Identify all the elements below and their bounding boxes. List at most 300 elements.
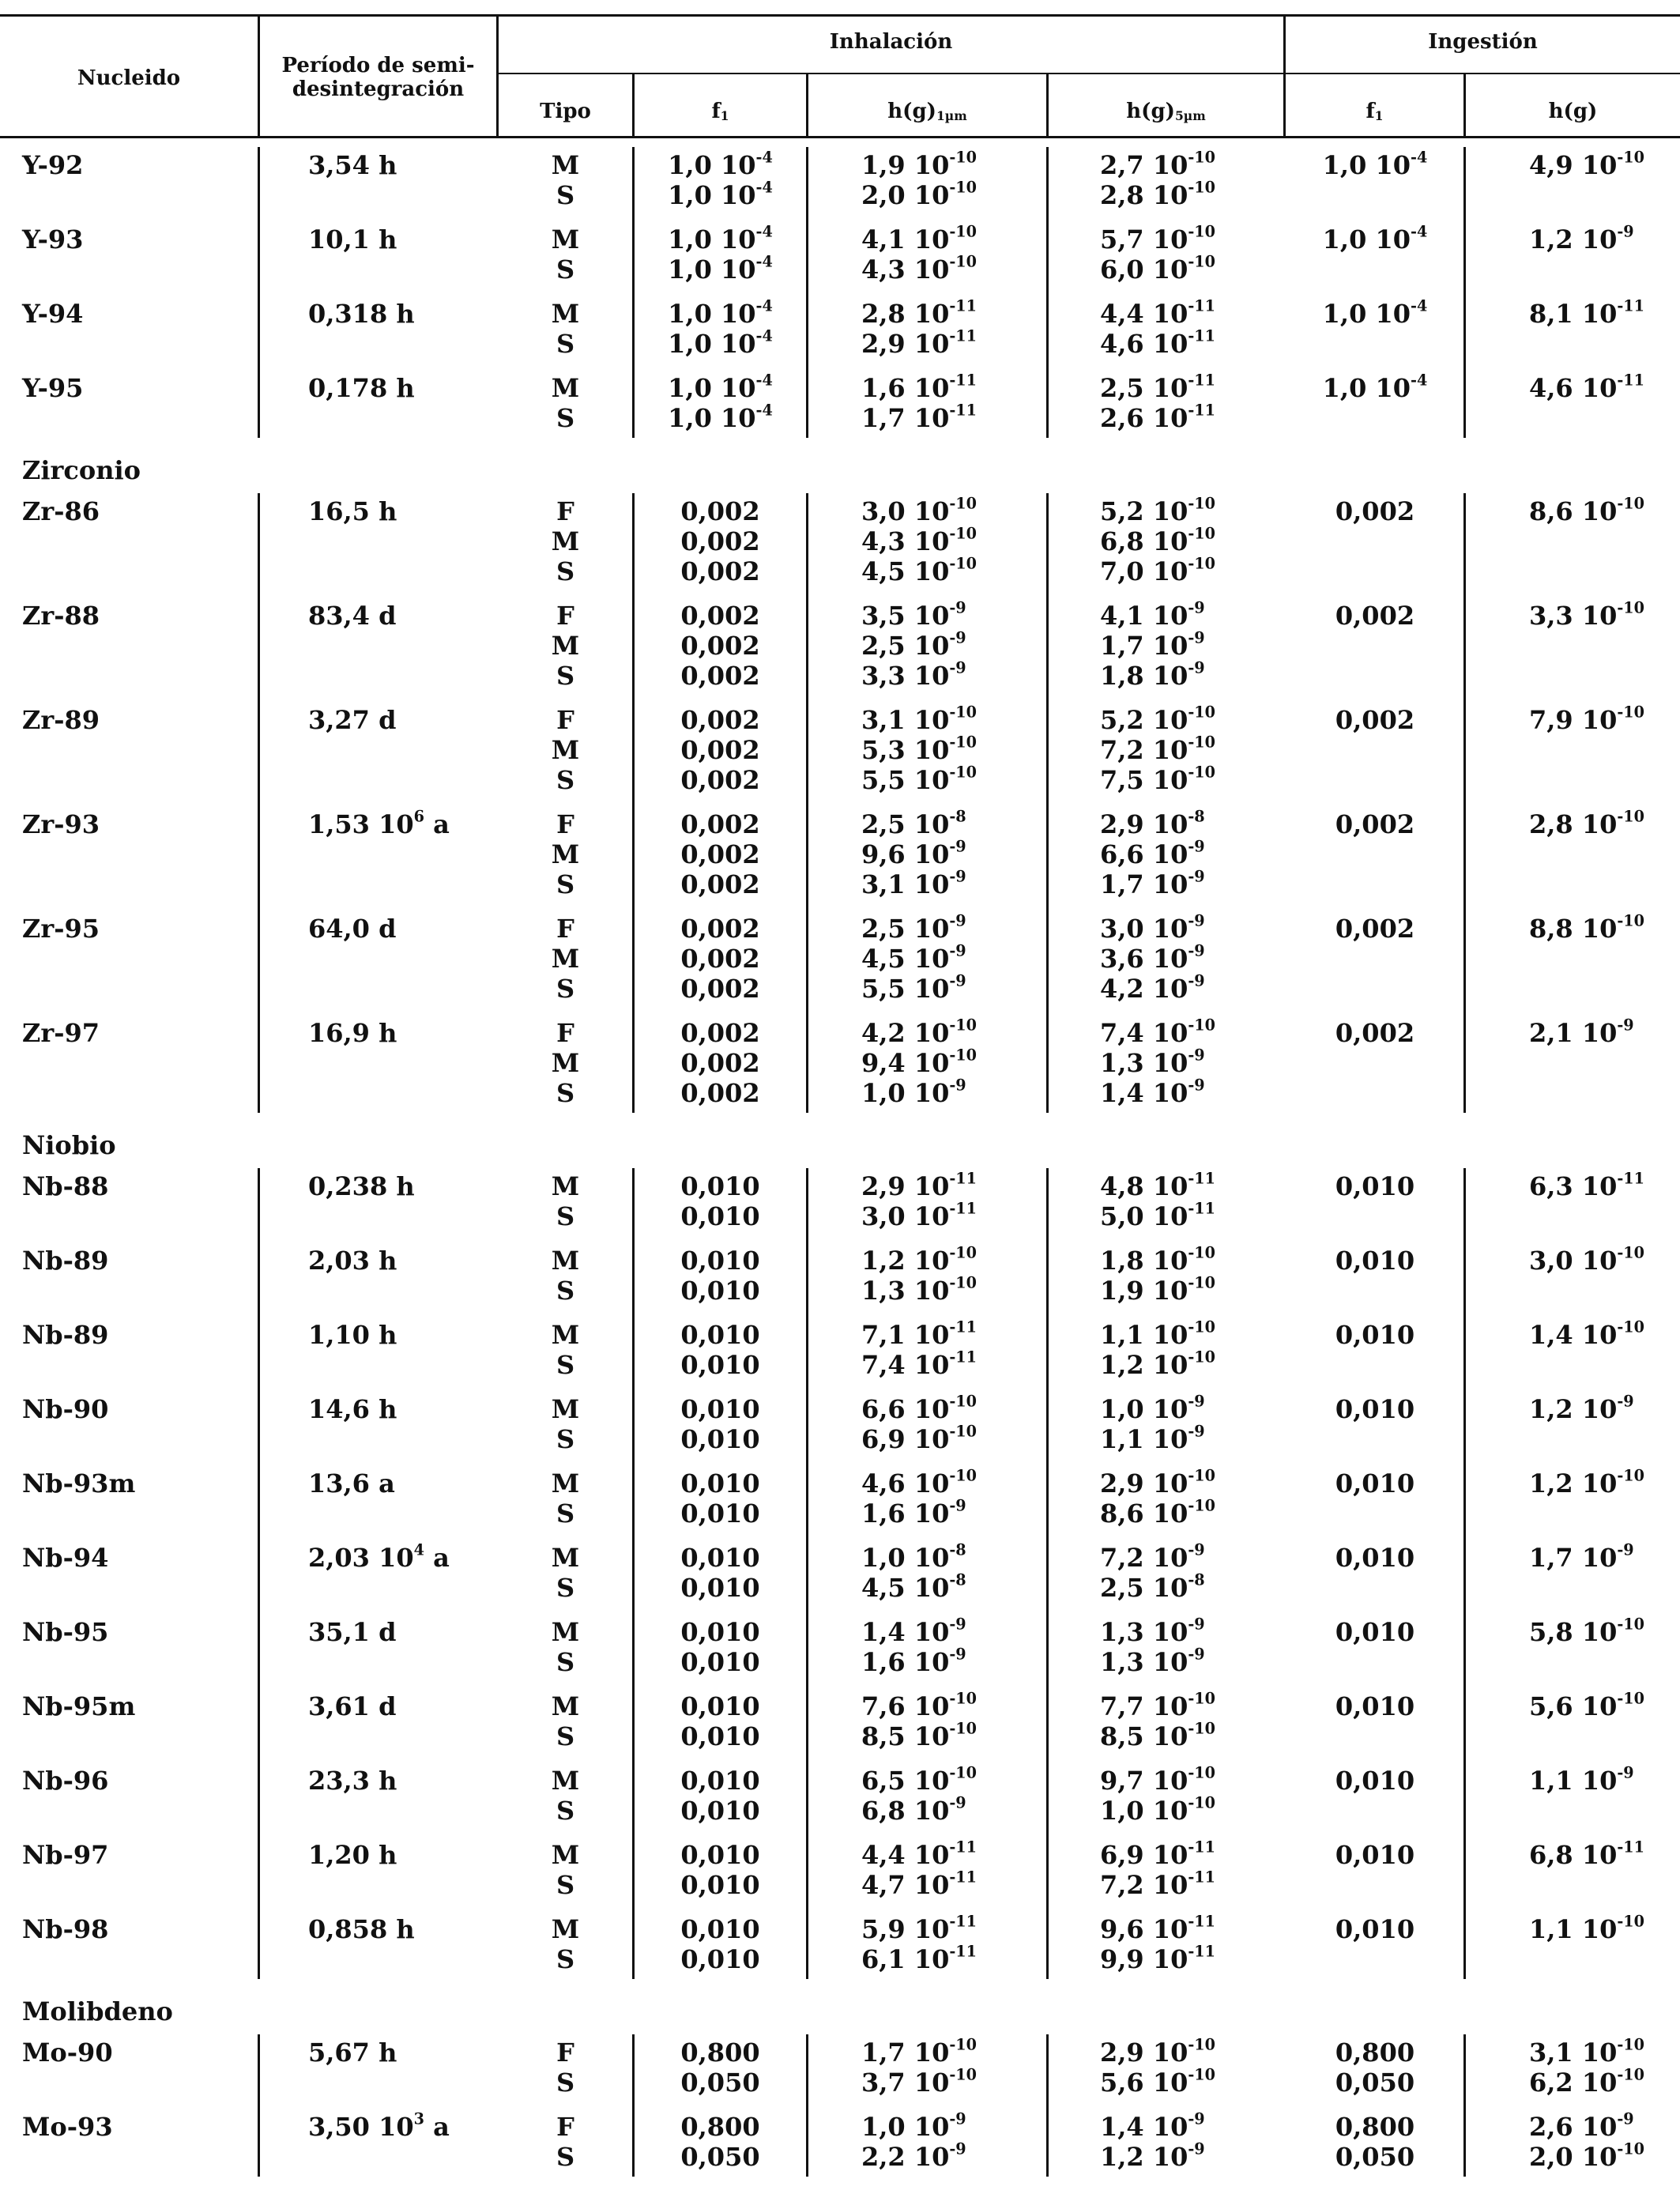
ingestion-hg-value: 1,4 $10^{-10}$ — [1529, 1318, 1645, 1350]
hg-1um-value-mantissa: 1,0 — [861, 1543, 906, 1573]
inhalation-hg-1um — [861, 224, 977, 254]
inhalation-hg-1um — [861, 556, 977, 586]
inhalation-hg-5um — [1100, 598, 1205, 631]
inhalation-hg-5um — [1100, 1468, 1215, 1498]
hg-5um-value-mantissa: 7,4 — [1100, 1018, 1144, 1048]
inhalation-hg-1um — [861, 598, 966, 631]
inhalation-f1 — [635, 631, 806, 661]
absorption-type: S — [556, 1276, 575, 1306]
inhalation-hg-5um — [1100, 150, 1215, 180]
hg-1um-value: 1,7 $10^{-10}$ — [861, 2035, 977, 2068]
hg-5um-value-mantissa: 8,5 — [1100, 1721, 1144, 1751]
column-rule — [1046, 493, 1049, 1113]
half-life — [308, 150, 397, 180]
inhalation-hg-5um — [1100, 1201, 1215, 1231]
inhalation-f1 — [635, 556, 806, 586]
ingestion-hg — [1529, 1914, 1644, 1944]
ingestion-f1-value-mantissa: 0,010 — [1335, 1394, 1415, 1424]
half-life-value: 23,3 h — [308, 1766, 397, 1796]
column-rule — [632, 493, 635, 1113]
hg-1um-value-exponent: -10 — [949, 1243, 977, 1262]
inhalation-f1-value: 1,0 $10^{-4}$ — [668, 401, 773, 433]
ingestion-f1-value — [1335, 1543, 1414, 1573]
inhalation-hg-5um — [1100, 526, 1215, 556]
ingestion-f1-value — [1335, 1171, 1414, 1201]
inhalation-f1-value — [680, 2038, 759, 2068]
hg-1um-value-mantissa: 2,5 — [861, 914, 906, 944]
half-life-value: 3,54 h — [308, 150, 397, 180]
hg-1um-value: 2,9 $10^{-11}$ — [861, 326, 977, 359]
hg-1um-value-mantissa: 1,6 — [861, 1498, 906, 1529]
ingestion-hg-value-exponent: -9 — [1617, 1763, 1634, 1782]
hg-1um-value: 2,5 $10^{-9}$ — [861, 628, 966, 661]
hg-1um-value-mantissa: 6,8 — [861, 1796, 906, 1826]
inhalation-f1-value-mantissa: 0,002 — [680, 556, 760, 586]
ingestion-hg — [1529, 1763, 1634, 1796]
hg-1um-value: 5,5 $10^{-10}$ — [861, 763, 977, 795]
ingestion-hg-value: 2,0 $10^{-10}$ — [1529, 2139, 1645, 2172]
inhalation-f1-value-exponent: -4 — [755, 326, 773, 345]
inhalation-f1-value — [680, 631, 759, 661]
header-inh-hg5-sub: 5µm — [1174, 108, 1206, 124]
ingestion-hg — [1529, 1243, 1645, 1276]
hg-5um-value-mantissa: 1,8 — [1100, 661, 1144, 691]
hg-5um-value-mantissa: 9,9 — [1100, 1944, 1144, 1974]
ingestion-f1 — [1304, 296, 1446, 329]
hg-5um-value-mantissa: 4,4 — [1100, 299, 1144, 329]
hg-5um-value: 1,3 $10^{-9}$ — [1100, 1046, 1205, 1078]
inhalation-hg-1um — [861, 1647, 966, 1677]
inhalation-f1-value — [680, 1018, 759, 1048]
ingestion-hg-value: 1,2 $10^{-9}$ — [1529, 1392, 1634, 1424]
nuclide-name: Y-93 — [22, 224, 84, 254]
inhalation-f1-value-mantissa: 0,002 — [680, 944, 760, 974]
hg-5um-value: 7,7 $10^{-10}$ — [1100, 1689, 1216, 1721]
hg-5um-value-exponent: -9 — [1188, 658, 1205, 677]
ingestion-hg-value: 8,8 $10^{-10}$ — [1529, 911, 1645, 944]
hg-5um-value: 9,6 $10^{-11}$ — [1100, 1912, 1216, 1944]
hg-1um-value: 1,2 $10^{-10}$ — [861, 1243, 977, 1276]
hg-5um-value: 2,7 $10^{-10}$ — [1100, 148, 1216, 180]
inhalation-hg-1um — [861, 2035, 977, 2068]
ingestion-f1 — [1304, 1320, 1446, 1350]
ingestion-hg-value-exponent: -10 — [1617, 598, 1645, 617]
hg-5um-value-exponent: -10 — [1188, 703, 1216, 722]
ingestion-hg-value-mantissa: 3,0 — [1529, 1246, 1573, 1276]
ingestion-hg-value: 1,2 $10^{-9}$ — [1529, 222, 1634, 254]
inhalation-f1-value-mantissa: 0,002 — [680, 705, 760, 735]
ingestion-f1 — [1304, 224, 1446, 254]
absorption-type: S — [556, 403, 575, 433]
hg-1um-value-exponent: -10 — [949, 2035, 977, 2054]
ingestion-hg — [1529, 496, 1644, 526]
ingestion-hg-value-mantissa: 2,8 — [1529, 809, 1573, 839]
inhalation-f1-value-mantissa: 0,002 — [680, 1018, 760, 1048]
hg-1um-value-exponent: -8 — [949, 807, 966, 826]
hg-5um-value-mantissa: 7,5 — [1100, 765, 1144, 795]
header-inh-hg5-base: h(g) — [1126, 100, 1175, 123]
inhalation-hg-1um — [861, 1617, 966, 1647]
absorption-type: S — [556, 556, 575, 586]
inhalation-f1 — [635, 1350, 806, 1380]
nuclide-name: Nb-98 — [22, 1914, 109, 1944]
hg-1um-value-exponent: -11 — [949, 1942, 977, 1961]
ingestion-hg-value-exponent: -10 — [1617, 1912, 1645, 1931]
half-life — [308, 1617, 396, 1647]
hg-5um-value: 4,8 $10^{-11}$ — [1100, 1169, 1216, 1201]
ingestion-f1-value-mantissa: 1,0 — [1322, 299, 1367, 329]
inhalation-f1-value — [680, 1048, 759, 1078]
ingestion-f1 — [1304, 809, 1446, 839]
half-life-value: 14,6 h — [308, 1394, 397, 1424]
hg-5um-value-mantissa: 4,6 — [1100, 329, 1144, 359]
hg-5um-value-exponent: -10 — [1188, 1466, 1216, 1485]
ingestion-hg-value: 1,1 $10^{-9}$ — [1529, 1763, 1634, 1796]
ingestion-hg-value-mantissa: 3,1 — [1529, 2038, 1573, 2068]
inhalation-hg-5um — [1100, 765, 1215, 795]
ingestion-hg-value-exponent: -10 — [1617, 148, 1645, 167]
nuclide-name: Zr-93 — [22, 809, 100, 839]
header-ingestion: Ingestión — [1428, 30, 1538, 54]
hg-5um-value-exponent: -9 — [1188, 867, 1205, 886]
absorption-type: M — [551, 1543, 580, 1573]
inhalation-hg-5um — [1100, 2035, 1216, 2068]
hg-5um-value-exponent: -10 — [1188, 2035, 1216, 2054]
column-rule — [632, 147, 635, 438]
hg-1um-value: 4,7 $10^{-11}$ — [861, 1868, 977, 1900]
hg-1um-value-mantissa: 4,5 — [861, 1573, 906, 1603]
inhalation-f1-value-mantissa: 0,010 — [680, 1870, 760, 1900]
hg-1um-value-mantissa: 4,5 — [861, 944, 906, 974]
inhalation-hg-1um — [861, 150, 977, 180]
hg-5um-value-mantissa: 1,1 — [1100, 1424, 1144, 1454]
half-life — [308, 1914, 415, 1944]
inhalation-f1-value — [680, 1078, 759, 1108]
half-life — [308, 224, 397, 254]
hg-1um-value-mantissa: 3,7 — [861, 2068, 906, 2098]
column-rule — [632, 2034, 635, 2177]
inhalation-hg-1um — [861, 628, 966, 661]
hg-1um-value-exponent: -9 — [949, 658, 966, 677]
hg-1um-value-exponent: -10 — [949, 763, 977, 782]
absorption-type: M — [551, 1468, 580, 1498]
ingestion-f1-value — [1335, 601, 1414, 631]
inhalation-f1 — [635, 2142, 806, 2172]
inhalation-f1-value — [680, 1320, 759, 1350]
half-life — [308, 705, 396, 735]
inhalation-f1 — [635, 1171, 806, 1201]
hg-1um-value-exponent: -11 — [949, 1912, 977, 1931]
inhalation-f1-value-mantissa: 0,050 — [680, 2068, 760, 2098]
inhalation-f1 — [635, 1914, 806, 1944]
ingestion-f1-value — [1335, 2038, 1414, 2068]
inhalation-hg-1um — [861, 1018, 977, 1048]
inhalation-f1 — [635, 705, 806, 735]
ingestion-f1 — [1304, 496, 1446, 526]
inhalation-f1-value-exponent: -4 — [755, 296, 773, 315]
hg-5um-value: 5,2 $10^{-10}$ — [1100, 494, 1216, 526]
ingestion-f1-value-mantissa: 0,010 — [1335, 1171, 1415, 1201]
inhalation-f1 — [635, 296, 806, 329]
absorption-type: S — [556, 1078, 575, 1108]
hg-1um-value-mantissa: 4,3 — [861, 526, 906, 556]
ingestion-hg-value-mantissa: 1,2 — [1529, 1468, 1573, 1498]
ingestion-hg-value-mantissa: 1,2 — [1529, 1394, 1573, 1424]
hg-1um-value: 4,5 $10^{-9}$ — [861, 941, 966, 974]
hg-5um-value: 1,3 $10^{-9}$ — [1100, 1645, 1205, 1677]
half-life — [308, 496, 397, 526]
inhalation-hg-1um — [861, 765, 977, 795]
ingestion-hg — [1529, 809, 1644, 839]
inhalation-f1 — [635, 496, 806, 526]
ingestion-hg-value-mantissa: 6,3 — [1529, 1171, 1573, 1201]
ingestion-f1-value — [1335, 1018, 1414, 1048]
hg-5um-value: 7,2 $10^{-10}$ — [1100, 733, 1216, 765]
hg-1um-value-mantissa: 1,7 — [861, 403, 906, 433]
ingestion-hg-value: 8,1 $10^{-11}$ — [1529, 296, 1645, 329]
group-heading: Niobio — [22, 1130, 116, 1160]
inhalation-hg-5um — [1100, 1320, 1215, 1350]
ingestion-hg-value-mantissa: 1,7 — [1529, 1543, 1573, 1573]
inhalation-f1-value-mantissa: 0,002 — [680, 1078, 760, 1108]
half-life — [308, 299, 415, 329]
ingestion-f1-value-exponent: -4 — [1411, 148, 1428, 167]
inhalation-f1 — [635, 224, 806, 254]
hg-1um-value: 7,1 $10^{-11}$ — [861, 1318, 977, 1350]
hg-5um-value: 7,2 $10^{-11}$ — [1100, 1868, 1216, 1900]
ingestion-f1-value — [1335, 1468, 1414, 1498]
half-life-value: 0,238 h — [308, 1171, 415, 1201]
ingestion-f1 — [1304, 2068, 1446, 2098]
hg-1um-value-mantissa: 2,9 — [861, 1171, 906, 1201]
nuclide-name: Zr-89 — [22, 705, 100, 735]
inhalation-hg-1um — [861, 1394, 977, 1424]
half-life — [308, 1246, 397, 1276]
hg-1um-value-exponent: -10 — [949, 703, 977, 722]
half-life — [308, 1840, 397, 1870]
hg-1um-value-mantissa: 4,3 — [861, 254, 906, 285]
inhalation-hg-5um — [1100, 658, 1205, 691]
hg-1um-value: 4,4 $10^{-11}$ — [861, 1838, 977, 1870]
half-life-value: 2,03 10 — [308, 1543, 414, 1573]
inhalation-hg-5um — [1100, 556, 1215, 586]
ingestion-hg-value-exponent: -11 — [1617, 1169, 1645, 1188]
ingestion-hg — [1529, 2139, 1645, 2172]
ingestion-hg-value-mantissa: 5,8 — [1529, 1617, 1573, 1647]
ingestion-f1-value-mantissa: 1,0 — [1322, 224, 1367, 254]
ingestion-hg-value: 5,8 $10^{-10}$ — [1529, 1615, 1645, 1647]
hg-1um-value-exponent: -8 — [949, 1540, 966, 1559]
hg-1um-value-exponent: -9 — [949, 1793, 966, 1812]
inhalation-hg-5um — [1100, 326, 1216, 359]
header-inh-f1-base: f — [711, 100, 721, 123]
absorption-type: M — [551, 735, 580, 765]
absorption-type: S — [556, 2142, 575, 2172]
hg-1um-value: 6,5 $10^{-10}$ — [861, 1763, 977, 1796]
hg-1um-value-exponent: -11 — [949, 1199, 977, 1218]
inhalation-hg-1um — [861, 1350, 977, 1380]
hg-5um-value-mantissa: 1,7 — [1100, 631, 1144, 661]
absorption-type: F — [556, 2038, 574, 2068]
inhalation-f1 — [635, 1048, 806, 1078]
hg-5um-value-mantissa: 2,6 — [1100, 403, 1144, 433]
hg-1um-value: 1,4 $10^{-9}$ — [861, 1615, 966, 1647]
column-rule — [1463, 1168, 1466, 1979]
hg-5um-value: 8,5 $10^{-10}$ — [1100, 1719, 1216, 1751]
hg-1um-value-mantissa: 1,0 — [861, 1078, 906, 1108]
hg-1um-value-mantissa: 7,1 — [861, 1320, 906, 1350]
hg-5um-value-exponent: -9 — [1188, 1422, 1205, 1441]
hg-5um-value-mantissa: 1,1 — [1100, 1320, 1144, 1350]
ingestion-hg-value-exponent: -10 — [1617, 1615, 1645, 1634]
ingestion-f1 — [1304, 1018, 1446, 1048]
inhalation-f1 — [635, 373, 806, 403]
inhalation-f1-value — [680, 1766, 759, 1796]
ingestion-f1-value-exponent: -4 — [1411, 296, 1428, 315]
hg-5um-value-mantissa: 4,8 — [1100, 1171, 1144, 1201]
hg-1um-value-mantissa: 2,5 — [861, 631, 906, 661]
ingestion-hg-value: 4,6 $10^{-11}$ — [1529, 371, 1645, 403]
absorption-type: M — [551, 373, 580, 403]
hg-1um-value: 5,9 $10^{-11}$ — [861, 1912, 977, 1944]
hg-5um-value-mantissa: 3,6 — [1100, 944, 1144, 974]
ingestion-hg — [1529, 1540, 1634, 1573]
nuclide-name: Y-94 — [22, 299, 84, 329]
inhalation-hg-1um — [861, 1763, 977, 1796]
hg-5um-value-mantissa: 9,6 — [1100, 1914, 1144, 1944]
half-life — [308, 914, 396, 944]
ingestion-f1-value: 1,0 $10^{-4}$ — [1322, 148, 1428, 180]
hg-1um-value-mantissa: 8,5 — [861, 1721, 906, 1751]
ingestion-hg-value: 3,0 $10^{-10}$ — [1529, 1243, 1645, 1276]
hg-5um-value-mantissa: 2,5 — [1100, 373, 1144, 403]
ingestion-f1-value-mantissa: 0,010 — [1335, 1914, 1415, 1944]
ingestion-f1-value — [1335, 1914, 1414, 1944]
absorption-type: S — [556, 1573, 575, 1603]
ingestion-f1 — [1304, 150, 1446, 180]
inhalation-f1-value-mantissa: 0,002 — [680, 631, 760, 661]
hg-1um-value-mantissa: 3,3 — [861, 661, 906, 691]
hg-1um-value-mantissa: 1,3 — [861, 1276, 906, 1306]
ingestion-hg — [1529, 1320, 1644, 1350]
ingestion-hg-value-mantissa: 8,6 — [1529, 496, 1573, 526]
hg-5um-value: 3,0 $10^{-9}$ — [1100, 911, 1205, 944]
hg-1um-value-exponent: -11 — [949, 1838, 977, 1857]
ingestion-f1-value — [1335, 1394, 1414, 1424]
hg-1um-value-mantissa: 3,0 — [861, 496, 906, 526]
hg-5um-value-mantissa: 7,2 — [1100, 1543, 1144, 1573]
inhalation-hg-5um — [1100, 1243, 1216, 1276]
inhalation-f1-value-mantissa: 0,050 — [680, 2142, 760, 2172]
hg-5um-value-mantissa: 6,9 — [1100, 1840, 1144, 1870]
ingestion-hg — [1529, 1018, 1634, 1048]
hg-5um-value-exponent: -9 — [1188, 598, 1205, 617]
half-life-value: 83,4 d — [308, 601, 397, 631]
ingestion-hg-value: 2,1 $10^{-9}$ — [1529, 1016, 1634, 1048]
hg-5um-value-exponent: -11 — [1188, 1868, 1216, 1887]
absorption-type: F — [556, 601, 574, 631]
hg-1um-value-mantissa: 7,6 — [861, 1691, 906, 1721]
hg-1um-value-mantissa: 1,6 — [861, 1647, 906, 1677]
nuclide-name: Y-95 — [22, 373, 84, 403]
inhalation-f1-value-mantissa: 0,002 — [680, 526, 760, 556]
hg-5um-value-mantissa: 7,2 — [1100, 735, 1144, 765]
ingestion-hg-value-exponent: -10 — [1617, 1689, 1645, 1708]
ingestion-f1-value-mantissa: 0,010 — [1335, 1543, 1415, 1573]
absorption-type: M — [551, 299, 580, 329]
inhalation-f1-value — [680, 1870, 759, 1900]
inhalation-f1-value-mantissa: 0,010 — [680, 1171, 760, 1201]
nuclide-name: Mo-90 — [22, 2038, 113, 2068]
inhalation-f1-value — [680, 1543, 759, 1573]
inhalation-f1-value: 1,0 $10^{-4}$ — [668, 296, 773, 329]
ingestion-f1-value-mantissa: 0,050 — [1335, 2068, 1415, 2098]
absorption-type: F — [556, 914, 574, 944]
hg-1um-value: 3,3 $10^{-9}$ — [861, 658, 966, 691]
ingestion-f1 — [1304, 914, 1446, 944]
ingestion-f1-value — [1335, 1617, 1414, 1647]
nuclide-name: Zr-86 — [22, 496, 100, 526]
inhalation-f1-value-mantissa: 0,010 — [680, 1573, 760, 1603]
hg-5um-value-exponent: -10 — [1188, 1348, 1216, 1367]
ingestion-hg-value-mantissa: 1,2 — [1529, 224, 1573, 254]
nuclide-name: Nb-93m — [22, 1468, 136, 1498]
hg-5um-value-exponent: -9 — [1188, 1392, 1205, 1411]
hg-5um-value-mantissa: 1,4 — [1100, 1078, 1144, 1108]
column-rule — [1046, 2034, 1049, 2177]
hg-5um-value-mantissa: 5,2 — [1100, 705, 1144, 735]
inhalation-f1-value-mantissa: 0,800 — [680, 2112, 760, 2142]
hg-5um-value: 6,9 $10^{-11}$ — [1100, 1838, 1216, 1870]
absorption-type: F — [556, 1018, 574, 1048]
inhalation-f1-value-mantissa: 0,002 — [680, 974, 760, 1004]
nuclide-name: Nb-90 — [22, 1394, 109, 1424]
hg-5um-value-exponent: -10 — [1188, 148, 1216, 167]
hg-1um-value-mantissa: 1,6 — [861, 373, 906, 403]
ingestion-f1-value — [1335, 2112, 1414, 2142]
column-rule — [258, 2034, 260, 2177]
hg-5um-value-exponent: -10 — [1188, 524, 1216, 543]
hg-5um-value-exponent: -9 — [1188, 1046, 1205, 1065]
inhalation-f1-value — [680, 1201, 759, 1231]
ingestion-f1-value-mantissa: 0,010 — [1335, 1766, 1415, 1796]
hg-1um-value: 2,9 $10^{-11}$ — [861, 1169, 977, 1201]
inhalation-hg-1um — [861, 180, 977, 210]
inhalation-hg-5um — [1100, 296, 1216, 329]
hg-5um-value-mantissa: 1,2 — [1100, 1350, 1144, 1380]
inhalation-f1 — [635, 2038, 806, 2068]
inhalation-hg-1um — [861, 1171, 977, 1201]
hg-1um-value-exponent: -10 — [949, 148, 977, 167]
hg-1um-value-mantissa: 4,7 — [861, 1870, 906, 1900]
hg-1um-value: 1,3 $10^{-10}$ — [861, 1273, 977, 1306]
inhalation-hg-5um — [1100, 1048, 1205, 1078]
hg-1um-value: 3,1 $10^{-10}$ — [861, 703, 977, 735]
absorption-type: S — [556, 329, 575, 359]
hg-1um-value-mantissa: 6,1 — [861, 1944, 906, 1974]
hg-1um-value: 6,9 $10^{-10}$ — [861, 1422, 977, 1454]
absorption-type: M — [551, 150, 580, 180]
hg-1um-value-exponent: -9 — [949, 911, 966, 930]
hg-1um-value-exponent: -8 — [949, 1570, 966, 1589]
inhalation-f1-value — [680, 1468, 759, 1498]
ingestion-f1 — [1304, 1543, 1446, 1573]
hg-1um-value-mantissa: 2,9 — [861, 329, 906, 359]
hg-5um-value-exponent: -11 — [1188, 1942, 1216, 1961]
ingestion-hg-value-exponent: -10 — [1617, 494, 1645, 513]
ingestion-f1 — [1304, 1468, 1446, 1498]
column-rule — [1046, 147, 1049, 438]
